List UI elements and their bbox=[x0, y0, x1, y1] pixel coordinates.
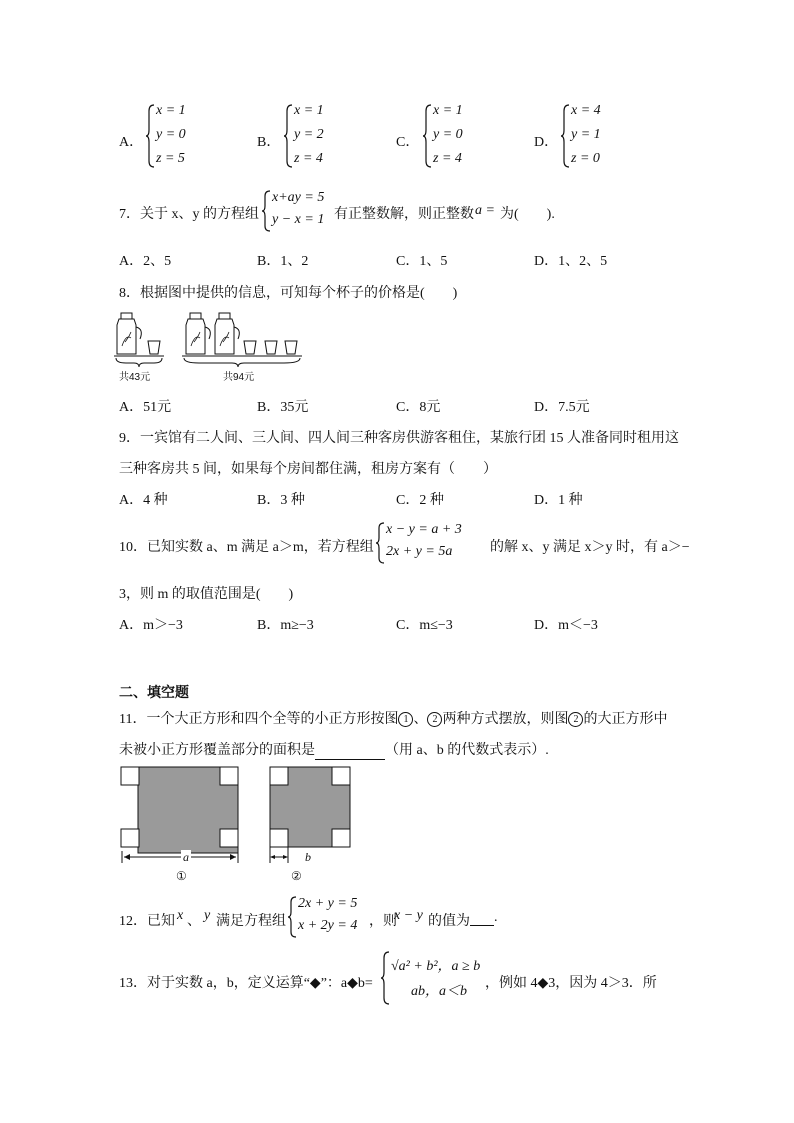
q7-prefix: 7．关于 x、y 的方程组 bbox=[119, 207, 259, 222]
left-brace-icon bbox=[561, 103, 571, 169]
equation-line: y − x = 1 bbox=[272, 212, 325, 227]
equation-line: x = 1 bbox=[156, 103, 186, 118]
equation-line: 2x + y = 5a bbox=[386, 544, 453, 559]
equation-line: z = 5 bbox=[156, 151, 185, 166]
q8-text: 8．根据图中提供的信息，可知每个杯子的价格是( ) bbox=[119, 286, 458, 301]
q10-option-c: C．m≤−3 bbox=[396, 618, 453, 633]
left-brace-icon bbox=[288, 895, 298, 939]
q9-line2: 三种客房共 5 间，如果每个房间都住满，租房方案有（ ） bbox=[119, 462, 497, 477]
piecewise-case-2: ab，a＜b bbox=[411, 984, 467, 999]
q8-option-a: A．51元 bbox=[119, 400, 172, 415]
q9-option-c: C．2 种 bbox=[396, 493, 444, 508]
q11-line2-b: （用 a、b 的代数式表示）. bbox=[385, 743, 549, 758]
q6-option-c-system bbox=[423, 103, 493, 169]
q12-tail: 的值为 bbox=[428, 914, 470, 929]
q7-option-a: A．2、5 bbox=[119, 254, 172, 269]
section-title: 二、填空题 bbox=[119, 684, 189, 700]
q12-end: . bbox=[494, 910, 498, 925]
figure-ref-1: 1 bbox=[398, 712, 413, 727]
q7-option-c: C．1、5 bbox=[396, 254, 448, 269]
left-brace-under bbox=[116, 358, 162, 367]
equation-line: y = 0 bbox=[433, 127, 463, 142]
q13-piecewise bbox=[381, 950, 491, 1006]
q7-system bbox=[262, 189, 342, 233]
equation-line: 2x + y = 5 bbox=[298, 896, 358, 911]
q12-after: ，则 bbox=[369, 914, 397, 929]
q10-option-d: D．m＜−3 bbox=[534, 618, 598, 633]
q12-mid: 满足方程组 bbox=[216, 914, 286, 929]
equation-line: x = 1 bbox=[294, 103, 324, 118]
q8-option-b: B．35元 bbox=[257, 400, 309, 415]
q9-option-b: B．3 种 bbox=[257, 493, 305, 508]
equation-line: z = 0 bbox=[571, 151, 600, 166]
small-square bbox=[220, 767, 238, 785]
left-brace-icon bbox=[284, 103, 294, 169]
q11-line1 bbox=[119, 708, 667, 728]
equation-line: x+ay = 5 bbox=[272, 190, 325, 205]
right-brace-under bbox=[184, 358, 300, 367]
cup-icon bbox=[244, 341, 256, 354]
equation-line: y = 0 bbox=[156, 127, 186, 142]
equation-line: z = 4 bbox=[433, 151, 462, 166]
q6-option-b-system bbox=[284, 103, 354, 169]
q9-option-d: D．1 种 bbox=[534, 493, 583, 508]
equation-line: x + 2y = 4 bbox=[298, 918, 358, 933]
small-square bbox=[332, 767, 350, 785]
answer-blank[interactable] bbox=[315, 743, 385, 760]
q11-line2-a: 未被小正方形覆盖部分的面积是 bbox=[119, 743, 315, 758]
q10-option-a: A．m＞−3 bbox=[119, 618, 183, 633]
q11-sep: 、 bbox=[413, 712, 428, 727]
q10-system bbox=[376, 521, 486, 565]
q8-option-c: C．8元 bbox=[396, 400, 441, 415]
small-square bbox=[332, 829, 350, 847]
cup-icon bbox=[265, 341, 277, 354]
answer-blank[interactable] bbox=[470, 909, 494, 926]
q11-line1-c: 的大正方形中 bbox=[583, 712, 668, 727]
equation-line: x = 1 bbox=[433, 103, 463, 118]
q12-var-x: x bbox=[177, 908, 184, 923]
small-square bbox=[270, 829, 288, 847]
q12-expr: x − y bbox=[394, 908, 423, 923]
equation-line: z = 4 bbox=[294, 151, 323, 166]
small-square bbox=[121, 829, 139, 847]
q6-option-a-system bbox=[146, 103, 216, 169]
q11-line1-b: 两种方式摆放，则图 bbox=[442, 712, 569, 727]
figure-label-2: ② bbox=[291, 869, 302, 883]
q7-tail: 为( ). bbox=[500, 207, 555, 222]
q12-system bbox=[288, 895, 368, 939]
thermos-icon bbox=[117, 313, 141, 354]
q9-option-a: A．4 种 bbox=[119, 493, 168, 508]
cup-icon bbox=[285, 341, 297, 354]
left-brace-icon bbox=[381, 950, 391, 1006]
equation-line: y = 2 bbox=[294, 127, 324, 142]
q7-suffix: 有正整数解，则正整数 bbox=[334, 207, 474, 222]
q6-option-c-letter: C． bbox=[396, 135, 420, 150]
q12-sep: 、 bbox=[187, 914, 201, 929]
dimension-label-a: a bbox=[183, 850, 189, 864]
q7-option-d: D．1、2、5 bbox=[534, 254, 608, 269]
dimension-label-b: b bbox=[305, 850, 311, 864]
q10-prefix: 10．已知实数 a、m 满足 a＞m，若方程组 bbox=[119, 540, 374, 555]
q12-var-y: y bbox=[204, 908, 211, 923]
q6-option-d-system bbox=[561, 103, 631, 169]
q9-line1: 9．一宾馆有二人间、三人间、四人间三种客房供游客租住，某旅行团 15 人准备同时租用这 bbox=[119, 431, 679, 446]
cup-icon bbox=[148, 341, 160, 354]
figure-label-1: ① bbox=[176, 869, 187, 883]
q11-squares-figure bbox=[120, 765, 355, 885]
small-square bbox=[270, 767, 288, 785]
q10-line2: 3，则 m 的取值范围是( ) bbox=[119, 587, 294, 602]
thermos-icon bbox=[215, 313, 239, 354]
q8-option-d: D．7.5元 bbox=[534, 400, 590, 415]
q10-suffix: 的解 x、y 满足 x＞y 时，有 a＞− bbox=[490, 540, 690, 555]
figure-ref-2b: 2 bbox=[568, 712, 583, 727]
q6-option-b-letter: B． bbox=[257, 135, 281, 150]
thermos-icon bbox=[186, 313, 210, 354]
left-brace-icon bbox=[262, 189, 272, 233]
piecewise-case-1: √a² + b²，a ≥ b bbox=[391, 959, 481, 974]
figure-ref-2: 2 bbox=[427, 712, 442, 727]
q8-left-label: 共43元 bbox=[119, 372, 151, 383]
q7-option-b: B．1、2 bbox=[257, 254, 309, 269]
q11-line2 bbox=[119, 739, 549, 760]
left-brace-icon bbox=[423, 103, 433, 169]
equation-line: x = 4 bbox=[571, 103, 601, 118]
q6-option-d-letter: D． bbox=[534, 135, 559, 150]
q7-variable: a = bbox=[475, 203, 495, 218]
small-square bbox=[121, 767, 139, 785]
q6-option-a-letter: A． bbox=[119, 135, 144, 150]
left-brace-icon bbox=[376, 521, 386, 565]
q13-suffix: ，例如 4◆3，因为 4＞3．所 bbox=[485, 976, 657, 991]
left-brace-icon bbox=[146, 103, 156, 169]
equation-line: y = 1 bbox=[571, 127, 601, 142]
q12-prefix: 12．已知 bbox=[119, 914, 175, 929]
small-square bbox=[220, 829, 238, 847]
q8-right-label: 共94元 bbox=[223, 372, 255, 383]
q10-option-b: B．m≥−3 bbox=[257, 618, 314, 633]
q13-prefix: 13．对于实数 a，b，定义运算“◆”：a◆b= bbox=[119, 976, 373, 991]
q11-line1-a: 11．一个大正方形和四个全等的小正方形按图 bbox=[119, 712, 399, 727]
equation-line: x − y = a + 3 bbox=[386, 522, 462, 537]
